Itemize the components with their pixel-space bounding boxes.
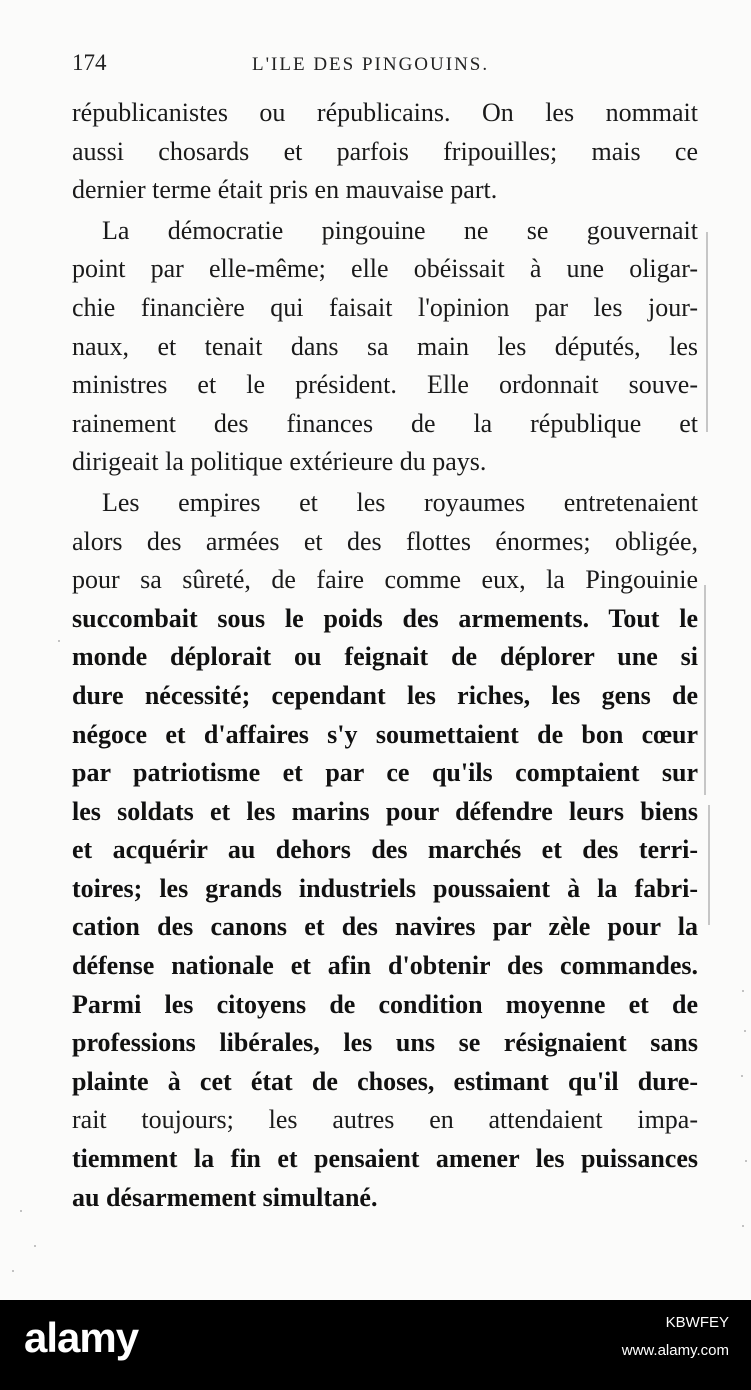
- text-line: défense nationale et afin d'obtenir des commandes.: [72, 951, 698, 981]
- text-line: les soldats et les marins pour défendre leurs biens: [72, 796, 698, 826]
- text-line: plainte à cet état de choses, estimant qu'il dure-: [72, 1066, 698, 1096]
- body-text: [72, 94, 698, 1217]
- scan-speckle: [20, 1210, 22, 1212]
- alamy-logo: alamy: [24, 1314, 139, 1361]
- page-number: 174: [72, 50, 107, 75]
- text-line: ministres et le président. Elle ordonnait souve-: [72, 370, 698, 400]
- text-line: dure nécessité; cependant les riches, les gens de: [72, 680, 698, 710]
- text-line: naux, et tenait dans sa main les députés, les: [72, 331, 698, 361]
- watermark-footer: [0, 1300, 751, 1390]
- text-line: négoce et d'affaires s'y soumettaient de bon cœur: [72, 719, 698, 749]
- text-line: monde déplorait ou feignait de déplorer une si: [72, 642, 698, 672]
- text-line: point par elle-même; elle obéissait à une oligar-: [72, 254, 698, 284]
- scan-speckle: [34, 1245, 36, 1247]
- text-line: et acquérir au dehors des marchés et des terri-: [72, 835, 698, 865]
- scan-speckle: [742, 1225, 744, 1227]
- text-line: aussi chosards et parfois fripouilles; mais ce: [72, 136, 698, 166]
- text-line: rait toujours; les autres en attendaient impa-: [72, 1105, 698, 1135]
- text-line: dernier terme était pris en mauvaise part.: [72, 175, 498, 205]
- text-line: pour sa sûreté, de faire comme eux, la Pingouinie: [72, 565, 698, 595]
- text-line: par patriotisme et par ce qu'ils comptaient sur: [72, 758, 698, 788]
- scan-edge-mark: [708, 805, 710, 925]
- text-line: républicanistes ou républicains. On les nommait: [72, 98, 698, 127]
- text-line: alors des armées et des flottes énormes; obligée,: [72, 526, 698, 556]
- running-title: L'ILE DES PINGOUINS.: [252, 54, 490, 75]
- running-head: [72, 50, 700, 80]
- text-line: rainement des finances de la république et: [72, 408, 698, 438]
- scan-speckle: [58, 640, 60, 642]
- scan-edge-mark: [706, 232, 708, 432]
- text-line: La démocratie pingouine ne se gouvernait: [102, 215, 698, 245]
- text-line: toires; les grands industriels poussaient à la fabri-: [72, 873, 698, 903]
- text-line: succombait sous le poids des armements. Tout le: [72, 603, 698, 633]
- scan-speckle: [745, 1160, 747, 1162]
- text-line: Les empires et les royaumes entretenaient: [102, 487, 698, 517]
- image-id: KBWFEY: [665, 1314, 729, 1331]
- scan-edge-mark: [704, 585, 706, 795]
- text-line: tiemment la fin et pensaient amener les puissances: [72, 1144, 698, 1174]
- text-line: dirigeait la politique extérieure du pays.: [72, 447, 487, 477]
- text-line: cation des canons et des navires par zèle pour la: [72, 912, 698, 942]
- footer-url: www.alamy.com: [621, 1342, 729, 1359]
- scan-speckle: [12, 1270, 14, 1272]
- scan-speckle: [742, 990, 744, 992]
- scan-speckle: [744, 1030, 746, 1032]
- scan-speckle: [741, 1075, 743, 1077]
- text-line: professions libérales, les uns se résignaient sans: [72, 1028, 698, 1058]
- text-line: chie financière qui faisait l'opinion par les jour-: [72, 292, 698, 322]
- text-line: au désarmement simultané.: [72, 1182, 378, 1212]
- text-line: Parmi les citoyens de condition moyenne et de: [72, 989, 698, 1019]
